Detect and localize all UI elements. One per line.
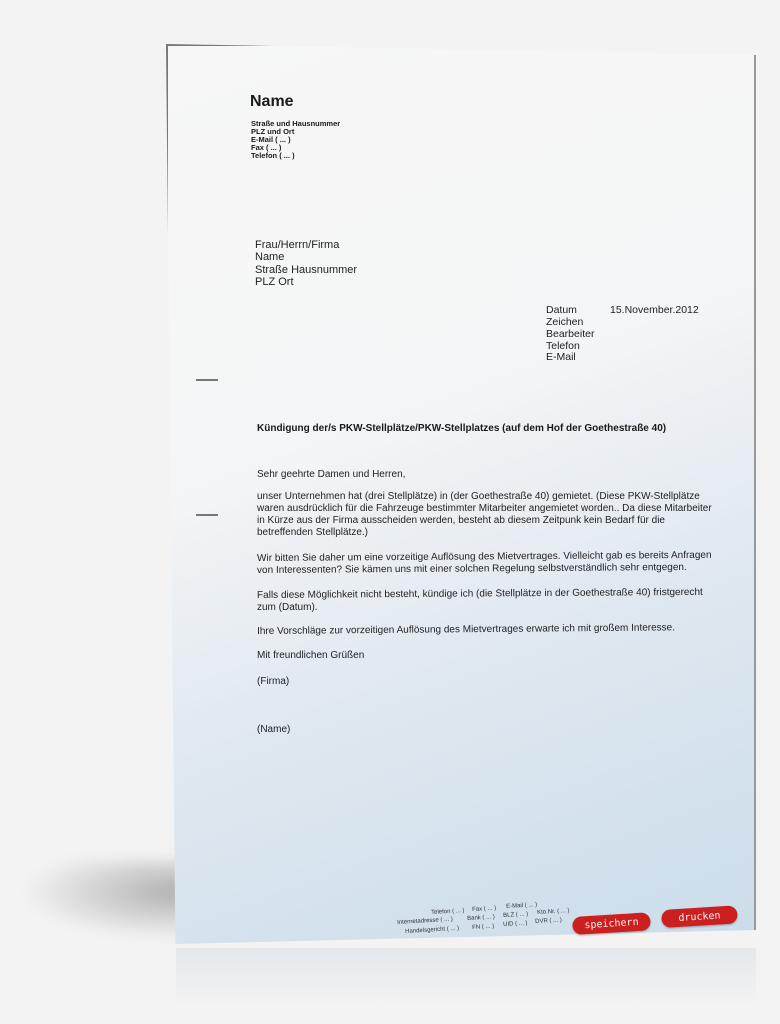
letter-closing: Mit freundlichen Grüßen [257, 650, 365, 661]
meta-date-value: 15.November.2012 [610, 304, 699, 316]
paragraph-4: Ihre Vorschläge zur vorzeitigen Auflösung des Mietvertrages erwarte ich mit großem Interesse. [257, 622, 676, 637]
footer-court: Handelsgericht ( ... ) [405, 925, 460, 935]
paragraph-2-line-2: von Interessenten? Sie kämen uns mit einer solchen Regelung selbstverständlich sehr entgegen. [257, 562, 687, 576]
page-reflection [176, 948, 756, 1008]
meta-email-label: E-Mail [546, 351, 576, 363]
sender-phone: Telefon ( ... ) [251, 151, 295, 160]
footer-website: Internetadresse ( ... ) [397, 916, 453, 926]
paragraph-1-line-2: waren ausdrücklich für die Fahrzeuge bestimmter Mitarbeiter angemietet worden.. Da diese Mitarbeiter [257, 503, 712, 514]
paragraph-3-line-2: zum (Datum). [257, 602, 318, 613]
recipient-salutation: Frau/Herrn/Firma [255, 239, 340, 251]
recipient-city: PLZ Ort [255, 276, 294, 288]
recipient-street: Straße Hausnummer [255, 264, 358, 276]
footer-dvr: DVR ( ... ) [535, 917, 562, 925]
paragraph-2-line-1: Wir bitten Sie daher um eine vorzeitige Auflösung des Mietvertrages. Vielleicht gab es bereits Anfragen [257, 549, 712, 564]
footer-uid: UID ( ... ) [503, 920, 528, 928]
meta-reference-label: Zeichen [546, 316, 584, 328]
paragraph-1-line-4: betreffenden Stellplätze.) [257, 527, 369, 538]
sender-fax: Fax ( ... ) [251, 143, 282, 152]
meta-clerk-label: Bearbeiter [546, 328, 595, 340]
footer-account: Kto.Nr. ( ... ) [537, 908, 570, 916]
paragraph-3-line-1: Falls diese Möglichkeit nicht besteht, kündige ich (die Stellplätze in der Goethestraße 40) fristgerecht [257, 586, 703, 601]
paragraph-1-line-3: in Kürze aus der Firma ausscheiden werden, besteht ab diesem Zeitpunk kein Bedarf für die [257, 515, 665, 526]
footer-blz: BLZ ( ... ) [503, 911, 529, 919]
fold-mark-middle [196, 514, 218, 516]
fold-mark-top [196, 379, 218, 381]
meta-date-label: Datum [546, 304, 577, 316]
print-button[interactable]: drucken [661, 905, 738, 928]
sender-email: E-Mail ( ... ) [251, 135, 291, 144]
signature-name: (Name) [257, 724, 291, 735]
footer-email: E-Mail ( ... ) [506, 902, 538, 910]
recipient-name: Name [255, 251, 285, 263]
letter-subject: Kündigung der/s PKW-Stellplätze/PKW-Stellplatzes (auf dem Hof der Goethestraße 40) [257, 423, 667, 434]
footer-fax: Fax ( ... ) [472, 905, 497, 913]
footer-fn: FN ( ... ) [472, 923, 495, 931]
footer-bank: Bank ( ... ) [467, 914, 496, 922]
paragraph-1-line-1: unser Unternehmen hat (drei Stellplätze) in (der Goethestraße 40) gemietet. (Diese PKW-Stellplätze [257, 491, 700, 502]
signature-company: (Firma) [257, 676, 290, 687]
letter-salutation: Sehr geehrte Damen und Herren, [257, 469, 406, 480]
save-button[interactable]: speichern [572, 912, 651, 935]
meta-phone-label: Telefon [546, 340, 580, 352]
footer-phone: Telefon ( ... ) [431, 907, 465, 916]
sender-name: Name [250, 93, 294, 110]
sender-city: PLZ und Ort [251, 127, 295, 136]
sender-street: Straße und Hausnummer [251, 119, 341, 128]
